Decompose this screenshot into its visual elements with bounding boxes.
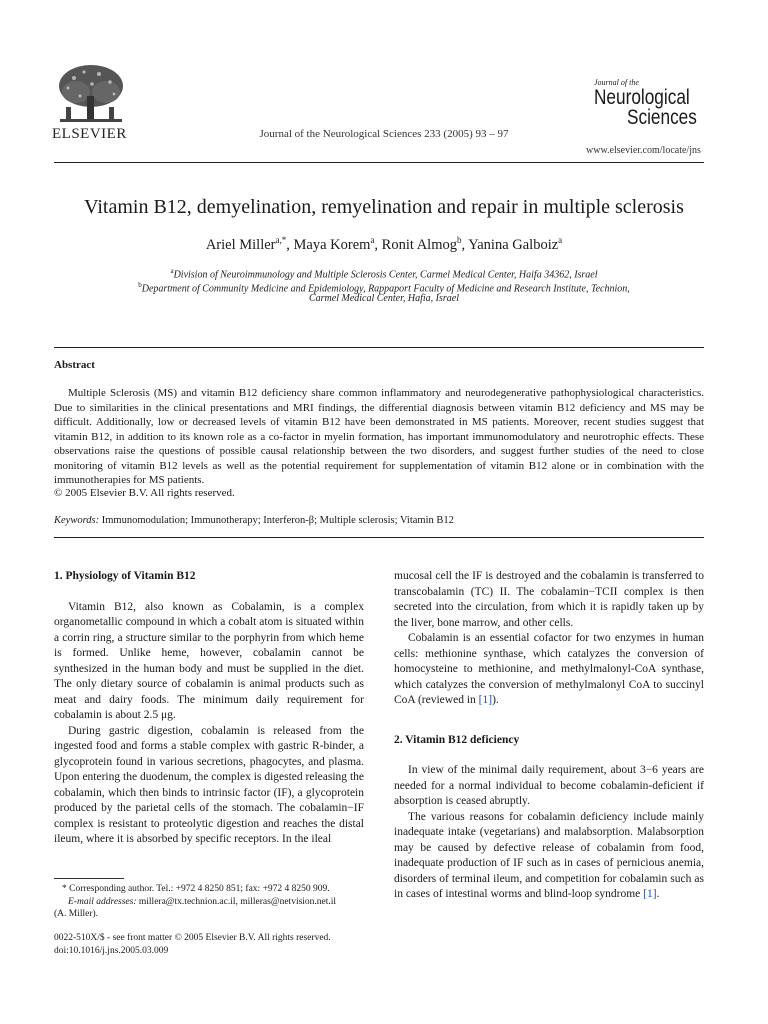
elsevier-tree-logo-icon <box>54 62 128 126</box>
issn-line: 0022-510X/$ - see front matter © 2005 Elsevier B.V. All rights reserved. <box>54 933 331 943</box>
author-sup: a,* <box>275 235 287 245</box>
author-sup: a <box>370 235 375 245</box>
affiliation-a: $^a$Division of Neuroimmunology and Multiple Sclerosis Center, Carmel Medical Center, Haifa 34362, Israel <box>170 267 598 281</box>
journal-citation: Journal of the Neurological Sciences 233 (2005) 93 – 97 <box>259 128 509 140</box>
abstract-bottom-divider <box>54 537 704 538</box>
journal-logo-small: Journal of the <box>594 78 639 87</box>
abstract-text: Multiple Sclerosis (MS) and vitamin B12 deficiency share common inflammatory and neurodegenerative pathophysiological characteristics. Due to similarities in the clinical presentations and MRI findings, the differential diagnosis between vitamin B12 deficiency and MS may be difficult. Additionally, low or decreased levels of vitamin B12 have been demonstrated in MS patients. Moreover, recent studies suggest that vitamin B12, in addition to its known role as a co-factor in myelin formation, has important immunomodulatory and neurotrophic effects. These observations raise the questions of possible causal relationship between the two disorders, and suggest further studies of the need to close monitoring of vitamin B12 levels as well as the potential requirement for supplementation of vitamin B12 alone or in combination with the immunotherapies for MS patients. <box>54 387 704 486</box>
affiliation-b-cont: Carmel Medical Center, Hafia, Israel <box>309 293 459 304</box>
journal-logo-line1: Neurological <box>594 86 690 109</box>
reference-link[interactable]: [1] <box>643 888 657 900</box>
keywords-label: Keywords: <box>54 515 100 526</box>
author-name: Yanina Galboiz <box>468 236 559 253</box>
article-title: Vitamin B12, demyelination, remyelination and repair in multiple sclerosis <box>84 196 684 218</box>
right-column <box>394 569 704 903</box>
author-name: Maya Korem <box>293 236 371 253</box>
doi-line: doi:10.1016/j.jns.2005.03.009 <box>54 946 169 956</box>
author-sup: a <box>558 235 563 245</box>
author-list: Ariel Miller$^{a,*}$, Maya Korem$^a$, Ronit Almog$^b$, Yanina Galboiz$^a$ <box>205 235 563 253</box>
publisher-logo-text: ELSEVIER <box>52 126 127 142</box>
journal-logo-line2: Sciences <box>627 106 697 129</box>
author-name: Ariel Miller <box>205 236 276 253</box>
section-2-heading: 2. Vitamin B12 deficiency <box>394 733 520 746</box>
paragraph: mucosal cell the IF is destroyed and the cobalamin is transferred to transcobalamin (TC) II. The cobalamin−TCII complex is then secreted into the circulation, from which it is rapidly taken up by the liver, bone marrow, and other cells. <box>394 570 704 629</box>
footnote <box>54 883 374 921</box>
journal-url[interactable]: www.elsevier.com/locate/jns <box>586 145 701 156</box>
left-column <box>54 569 364 848</box>
header-divider <box>54 162 704 163</box>
author-sup: b <box>457 235 462 245</box>
keywords-list: Immunomodulation; Immunotherapy; Interferon-β; Multiple sclerosis; Vitamin B12 <box>101 515 454 526</box>
abstract-top-divider <box>54 347 704 348</box>
author-name: Ronit Almog <box>381 236 457 253</box>
email-addresses[interactable]: millera@tx.technion.ac.il, milleras@netvision.net.il <box>138 896 337 907</box>
corresponding-author: * Corresponding author. Tel.: +972 4 8250 851; fax: +972 4 8250 909. <box>62 884 330 894</box>
email-owner: (A. Miller). <box>54 909 99 919</box>
reference-link[interactable]: [1] <box>478 694 493 706</box>
section-1-heading: 1. Physiology of Vitamin B12 <box>54 570 196 582</box>
paragraph: During gastric digestion, cobalamin is released from the ingested food and forms a stable complex with gastric R-binder, a glycoprotein found in various secretions, phagocytes, and plasma. Upon entering the duodenum, the complex is digested releasing the cobalamin, which then binds to intrinsic factor (IF), a glycoprotein produced by the parietal cells of the stomach. The cobalamin−IF complex is resistant to proteolytic digestion and reaches the distal ileum, where it is absorbed by specific receptors. In the ileal <box>54 724 364 845</box>
paragraph: Vitamin B12, also known as Cobalamin, is a complex organometallic compound in which a cobalt atom is situated within a corrin ring, a structure similar to the porphyrin from which heme is formed. Unlike heme, however, cobalamin cannot be synthesized in the human body and must be supplied in the diet. The only dietary source of cobalamin is animal products such as meat and dairy foods. The minimum daily requirement for cobalamin is about 2.5 μg. <box>54 600 364 721</box>
abstract-heading: Abstract <box>54 359 95 371</box>
email-line: E-mail addresses: millera@tx.technion.ac.il, milleras@netvision.net.il <box>68 896 337 907</box>
paragraph: Cobalamin is an essential cofactor for two enzymes in human cells: methionine synthase, which catalyzes the conversion of homocysteine to methionine, and methylmalonyl-CoA synthase, which catalyzes the conversion of methylmalonyl CoA to succinyl CoA (reviewed in [1]). <box>394 632 704 706</box>
footnote-divider <box>54 878 124 879</box>
abstract-copyright: © 2005 Elsevier B.V. All rights reserved. <box>54 487 235 499</box>
paragraph: In view of the minimal daily requirement, about 3−6 years are needed for a normal individual to become cobalamin-deficient if absorption is ceased abruptly. <box>394 764 704 807</box>
front-matter <box>54 932 331 958</box>
keywords <box>54 515 454 526</box>
affiliation-b: $^b$Department of Community Medicine and Epidemiology, Rappaport Faculty of Medicine and Research Institute, Technion, <box>138 281 630 295</box>
paragraph: The various reasons for cobalamin deficiency include mainly inadequate intake (vegetarians) and malabsorption. Malabsorption may be caused by defective release of cobalamin from food, inadequate production of IF such as in cases of pernicious anemia, disorders of terminal ileum, and competition for cobalamin such as in cases of intestinal worms and blind-loop syndrome [1]. <box>394 810 704 900</box>
